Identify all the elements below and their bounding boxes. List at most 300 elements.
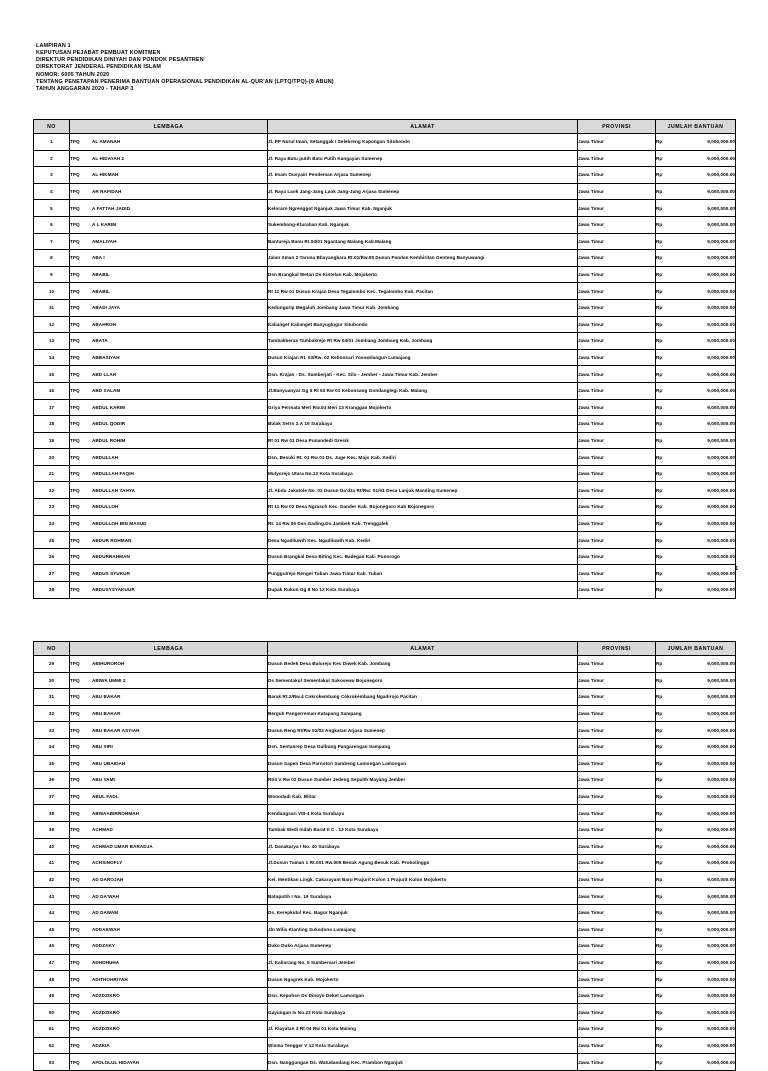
table-row (34, 1021, 736, 1038)
amount-value: 9,000,000.00 (707, 537, 735, 543)
cell-no: 27 (34, 565, 70, 582)
table-row (34, 971, 736, 988)
cell-jumlah-bantuan (656, 515, 736, 532)
institution-name: ABDUSYSYAKUUR (92, 587, 135, 593)
recipients-table-page-2 (33, 641, 735, 1071)
cell-provinsi: Jawa Timur (578, 855, 656, 872)
institution-type-prefix: TPQ (70, 321, 80, 327)
institution-type-prefix: TPQ (70, 189, 80, 195)
institution-name: ABU BAKAR (92, 711, 121, 717)
institution-name: ACHSINOFLY (92, 860, 123, 866)
institution-type-prefix: TPQ (70, 139, 80, 145)
amount-value: 9,000,000.00 (707, 155, 735, 161)
cell-no: 14 (34, 349, 70, 366)
institution-name: ABIWA UMMI 2 (92, 677, 126, 683)
amount-value: 9,000,000.00 (707, 760, 735, 766)
cell-provinsi: Jawa Timur (578, 1021, 656, 1038)
currency-symbol: Rp (656, 760, 663, 766)
cell-lembaga (70, 821, 268, 838)
cell-provinsi: Jawa Timur (578, 987, 656, 1004)
amount-value: 9,000,000.00 (707, 694, 735, 700)
cell-jumlah-bantuan (656, 299, 736, 316)
institution-type-prefix: TPQ (70, 744, 80, 750)
cell-alamat: Jl. Imam Ousyairi Pendeman Arjasa Sumenep (268, 167, 578, 184)
cell-no: 52 (34, 1037, 70, 1054)
cell-no: 9 (34, 266, 70, 283)
cell-alamat: Bantureja Banu Rt.04/01 Ngantang Malang Kab.Malang (268, 233, 578, 250)
cell-alamat: Berguh Pangerreman Katapang Sampang (268, 705, 578, 722)
currency-symbol: Rp (656, 794, 663, 800)
currency-symbol: Rp (656, 843, 663, 849)
amount-value: 9,000,000.00 (707, 404, 735, 410)
cell-lembaga (70, 499, 268, 516)
cell-lembaga (70, 382, 268, 399)
institution-type-prefix: TPQ (70, 172, 80, 178)
cell-alamat: Dusun Ngagrek Kab. Mojokerto (268, 971, 578, 988)
cell-alamat: Griya Permata Meri Rw.04 Meri 13 Kranggan Mojokerto (268, 399, 578, 416)
currency-symbol: Rp (656, 727, 663, 733)
cell-no: 53 (34, 1054, 70, 1071)
table-row (34, 482, 736, 499)
table-row (34, 722, 736, 739)
cell-alamat: Dsn. Krajan - Ds. Sumberjati - Kec. Silo - Jember - Jawa Timur Kab. Jember (268, 366, 578, 383)
institution-type-prefix: TPQ (70, 155, 80, 161)
table-row (34, 582, 736, 599)
cell-alamat: Duko Duko Arjasa Sumenep (268, 938, 578, 955)
cell-no: 37 (34, 788, 70, 805)
institution-name: ABA I (92, 255, 105, 261)
table-header-row (34, 642, 736, 656)
cell-no: 40 (34, 838, 70, 855)
amount-value: 9,000,000.00 (707, 1042, 735, 1048)
currency-symbol: Rp (656, 437, 663, 443)
cell-jumlah-bantuan (656, 266, 736, 283)
header-line-6: TENTANG PENETAPAN PENERIMA BANTUAN OPERASIONAL PENDIDIKAN AL-QUR'AN (LPTQ/TPQ)-(8 ABUN) (36, 78, 334, 85)
cell-lembaga (70, 705, 268, 722)
table-row (34, 532, 736, 549)
institution-name: ABU YAMI (92, 777, 115, 783)
cell-no: 4 (34, 183, 70, 200)
amount-value: 9,000,000.00 (707, 893, 735, 899)
amount-value: 9,000,000.00 (707, 504, 735, 510)
institution-type-prefix: TPQ (70, 355, 80, 361)
institution-name: ACHMAD (92, 827, 113, 833)
cell-alamat: Jl. Raya Laok Jang-Jang Laok Jang-Jang Arjasa Sumenep (268, 183, 578, 200)
institution-type-prefix: TPQ (70, 570, 80, 576)
table-row (34, 333, 736, 350)
cell-alamat: Kedungurip Megaluh Jombang Jawa Timur Kab. Jombang (268, 299, 578, 316)
cell-lembaga (70, 515, 268, 532)
institution-name: ADITHOHRIYAH (92, 976, 128, 982)
institution-type-prefix: TPQ (70, 926, 80, 932)
cell-alamat: Jln Wilis Klanting Sukodono Lumajang (268, 921, 578, 938)
cell-no: 5 (34, 200, 70, 217)
cell-jumlah-bantuan (656, 672, 736, 689)
table-body (34, 134, 736, 599)
table-row (34, 283, 736, 300)
cell-jumlah-bantuan (656, 722, 736, 739)
table-row (34, 134, 736, 151)
amount-value: 9,000,000.00 (707, 554, 735, 560)
cell-lembaga (70, 482, 268, 499)
cell-alamat: Dusun Bedek Desa Bulurejo Kec Diwek Kab. Jombang (268, 656, 578, 673)
institution-name: ABU BAKAR ASYIAH (92, 727, 140, 733)
cell-no: 38 (34, 805, 70, 822)
cell-no: 35 (34, 755, 70, 772)
amount-value: 9,000,000.00 (707, 355, 735, 361)
cell-provinsi: Jawa Timur (578, 216, 656, 233)
cell-lembaga (70, 366, 268, 383)
cell-provinsi: Jawa Timur (578, 382, 656, 399)
cell-no: 26 (34, 548, 70, 565)
currency-symbol: Rp (656, 189, 663, 195)
institution-type-prefix: TPQ (70, 777, 80, 783)
cell-lembaga (70, 921, 268, 938)
amount-value: 9,000,000.00 (707, 926, 735, 932)
cell-alamat: Jl.Banyuanyar Gg 5 Rt 03 Rw 01 Kebonsang Gondanglegi Kab. Malang (268, 382, 578, 399)
cell-alamat: Wonodadi Kab. Blitar (268, 788, 578, 805)
currency-symbol: Rp (656, 711, 663, 717)
cell-jumlah-bantuan (656, 772, 736, 789)
cell-provinsi: Jawa Timur (578, 432, 656, 449)
currency-symbol: Rp (656, 893, 663, 899)
institution-name: ABAHROH (92, 321, 117, 327)
cell-provinsi: Jawa Timur (578, 582, 656, 599)
institution-name: ABDULLAH YAHYA (92, 487, 136, 493)
cell-alamat: Kel. Mentikan Lingk. Cakarayam Baru Prajurit Kulon 1 Prajurit Kulon Mojokerto (268, 871, 578, 888)
cell-provinsi: Jawa Timur (578, 150, 656, 167)
column-header-alamat: ALAMAT (268, 642, 578, 656)
cell-jumlah-bantuan (656, 134, 736, 151)
cell-no: 15 (34, 366, 70, 383)
currency-symbol: Rp (656, 777, 663, 783)
currency-symbol: Rp (656, 272, 663, 278)
cell-provinsi: Jawa Timur (578, 871, 656, 888)
column-header-jumlah: JUMLAH BANTUAN (656, 642, 736, 656)
cell-lembaga (70, 672, 268, 689)
column-header-no: NO (34, 642, 70, 656)
column-header-jumlah: JUMLAH BANTUAN (656, 120, 736, 134)
cell-alamat: Mulyorejo Utara No.13 Kota Surabaya (268, 465, 578, 482)
cell-no: 49 (34, 987, 70, 1004)
table-row (34, 349, 736, 366)
cell-alamat: Batuputih I No. 19 Surabaya (268, 888, 578, 905)
cell-jumlah-bantuan (656, 548, 736, 565)
cell-alamat: Dsn. Nanggungan Ds. Watudandang Kec. Prambon Nganjuk (268, 1054, 578, 1071)
cell-jumlah-bantuan (656, 838, 736, 855)
amount-value: 9,000,000.00 (707, 139, 735, 145)
institution-type-prefix: TPQ (70, 810, 80, 816)
institution-name: ADDZAKY (92, 943, 116, 949)
cell-jumlah-bantuan (656, 482, 736, 499)
cell-provinsi: Jawa Timur (578, 449, 656, 466)
cell-alamat: Jl. Danakarya I No. 40 Surabaya (268, 838, 578, 855)
cell-no: 50 (34, 1004, 70, 1021)
cell-alamat: Tambak Wedi Indah Barat II C . 13 Kota Surabaya (268, 821, 578, 838)
cell-no: 46 (34, 938, 70, 955)
institution-type-prefix: TPQ (70, 454, 80, 460)
cell-provinsi: Jawa Timur (578, 921, 656, 938)
cell-provinsi: Jawa Timur (578, 316, 656, 333)
document-header (36, 43, 334, 93)
institution-name: ADZKIA (92, 1042, 110, 1048)
institution-name: AL HIKMAH (92, 172, 119, 178)
institution-type-prefix: TPQ (70, 388, 80, 394)
cell-lembaga (70, 987, 268, 1004)
cell-no: 30 (34, 672, 70, 689)
cell-no: 36 (34, 772, 70, 789)
cell-no: 13 (34, 333, 70, 350)
cell-no: 47 (34, 954, 70, 971)
cell-no: 24 (34, 515, 70, 532)
cell-jumlah-bantuan (656, 316, 736, 333)
cell-jumlah-bantuan (656, 904, 736, 921)
institution-type-prefix: TPQ (70, 587, 80, 593)
table-row (34, 871, 736, 888)
cell-no: 29 (34, 656, 70, 673)
table-row (34, 705, 736, 722)
currency-symbol: Rp (656, 404, 663, 410)
cell-provinsi: Jawa Timur (578, 805, 656, 822)
currency-symbol: Rp (656, 993, 663, 999)
cell-jumlah-bantuan (656, 888, 736, 905)
cell-provinsi: Jawa Timur (578, 565, 656, 582)
cell-jumlah-bantuan (656, 465, 736, 482)
table-row (34, 855, 736, 872)
cell-alamat: Rt/4 V Rw 02 Dusun Sumber Jedeng Sepulth Mayang Jember (268, 772, 578, 789)
cell-provinsi: Jawa Timur (578, 705, 656, 722)
institution-type-prefix: TPQ (70, 305, 80, 311)
currency-symbol: Rp (656, 172, 663, 178)
institution-type-prefix: TPQ (70, 910, 80, 916)
institution-type-prefix: TPQ (70, 1059, 80, 1065)
cell-provinsi: Jawa Timur (578, 755, 656, 772)
institution-name: ABU BAKAR (92, 694, 121, 700)
currency-symbol: Rp (656, 943, 663, 949)
institution-name: ABDUL ROHIM (92, 437, 126, 443)
table-row (34, 987, 736, 1004)
currency-symbol: Rp (656, 554, 663, 560)
cell-no: 51 (34, 1021, 70, 1038)
cell-no: 34 (34, 738, 70, 755)
amount-value: 9,000,000.00 (707, 993, 735, 999)
column-header-provinsi: PROVINSI (578, 642, 656, 656)
amount-value: 9,000,000.00 (707, 827, 735, 833)
institution-type-prefix: TPQ (70, 255, 80, 261)
cell-provinsi: Jawa Timur (578, 838, 656, 855)
column-header-alamat: ALAMAT (268, 120, 578, 134)
institution-name: ABU SIRI (92, 744, 113, 750)
amount-value: 9,000,000.00 (707, 711, 735, 717)
institution-type-prefix: TPQ (70, 222, 80, 228)
institution-type-prefix: TPQ (70, 288, 80, 294)
cell-lembaga (70, 838, 268, 855)
cell-provinsi: Jawa Timur (578, 200, 656, 217)
table-header (34, 642, 736, 656)
cell-alamat: Jl.Dusun Taman 1 Rt.001 Rw.005 Besuk Agung Besuk Kab. Probolinggo (268, 855, 578, 872)
institution-name: ABWAABIRROHMAH (92, 810, 140, 816)
table-row (34, 755, 736, 772)
cell-lembaga (70, 888, 268, 905)
cell-jumlah-bantuan (656, 689, 736, 706)
cell-jumlah-bantuan (656, 1021, 736, 1038)
cell-jumlah-bantuan (656, 954, 736, 971)
table-row (34, 672, 736, 689)
institution-name: AMALIYAH (92, 238, 117, 244)
cell-provinsi: Jawa Timur (578, 672, 656, 689)
institution-name: ADZDZIKRO (92, 1009, 120, 1015)
institution-type-prefix: TPQ (70, 487, 80, 493)
institution-name: ABDUR ROHMAN (92, 537, 132, 543)
cell-no: 2 (34, 150, 70, 167)
cell-jumlah-bantuan (656, 938, 736, 955)
table-row (34, 200, 736, 217)
cell-no: 7 (34, 233, 70, 250)
table-row (34, 904, 736, 921)
currency-symbol: Rp (656, 744, 663, 750)
institution-name: ABDULLAH (92, 454, 119, 460)
table-header-row (34, 120, 736, 134)
amount-value: 9,000,000.00 (707, 661, 735, 667)
amount-value: 9,000,000.00 (707, 454, 735, 460)
institution-type-prefix: TPQ (70, 843, 80, 849)
currency-symbol: Rp (656, 355, 663, 361)
amount-value: 9,000,000.00 (707, 843, 735, 849)
cell-alamat: Desa Ngadiluwih Kec. Ngadiluwih Kab. Kediri (268, 532, 578, 549)
cell-lembaga (70, 216, 268, 233)
cell-no: 22 (34, 482, 70, 499)
cell-no: 33 (34, 722, 70, 739)
currency-symbol: Rp (656, 860, 663, 866)
institution-type-prefix: TPQ (70, 827, 80, 833)
amount-value: 9,000,000.00 (707, 727, 735, 733)
cell-provinsi: Jawa Timur (578, 788, 656, 805)
cell-jumlah-bantuan (656, 788, 736, 805)
currency-symbol: Rp (656, 877, 663, 883)
cell-no: 23 (34, 499, 70, 516)
table-row (34, 465, 736, 482)
cell-no: 16 (34, 382, 70, 399)
cell-lembaga (70, 772, 268, 789)
currency-symbol: Rp (656, 810, 663, 816)
institution-name: ABUL FADL (92, 794, 119, 800)
amount-value: 9,000,000.00 (707, 305, 735, 311)
table-row (34, 805, 736, 822)
cell-provinsi: Jawa Timur (578, 266, 656, 283)
institution-name: ACHMAD UMAR BARADJA (92, 843, 153, 849)
cell-no: 45 (34, 921, 70, 938)
institution-name: ABD SALAM (92, 388, 121, 394)
cell-lembaga (70, 722, 268, 739)
cell-alamat: Gayungan Iv No.23 Kota Surabaya (268, 1004, 578, 1021)
amount-value: 9,000,000.00 (707, 1026, 735, 1032)
currency-symbol: Rp (656, 1026, 663, 1032)
amount-value: 9,000,000.00 (707, 238, 735, 244)
cell-alamat: Dsn Brangkal Wetan Ds Kintelan Kab. Mojokerto (268, 266, 578, 283)
amount-value: 9,000,000.00 (707, 744, 735, 750)
cell-jumlah-bantuan (656, 1054, 736, 1071)
recipients-table-page-1 (33, 119, 735, 599)
institution-type-prefix: TPQ (70, 404, 80, 410)
currency-symbol: Rp (656, 1059, 663, 1065)
table-row (34, 954, 736, 971)
table-row (34, 738, 736, 755)
table-row (34, 250, 736, 267)
cell-alamat: Rt. 14 Rw 05 Dsn.Gading.Ds.Jambek Kab. Trenggalek (268, 515, 578, 532)
cell-lembaga (70, 656, 268, 673)
table-row (34, 656, 736, 673)
cell-jumlah-bantuan (656, 921, 736, 938)
cell-provinsi: Jawa Timur (578, 333, 656, 350)
cell-lembaga (70, 689, 268, 706)
page-number: 1 (735, 566, 738, 572)
cell-jumlah-bantuan (656, 565, 736, 582)
cell-provinsi: Jawa Timur (578, 167, 656, 184)
amount-value: 9,000,000.00 (707, 437, 735, 443)
cell-lembaga (70, 855, 268, 872)
cell-jumlah-bantuan (656, 705, 736, 722)
table-row (34, 399, 736, 416)
amount-value: 9,000,000.00 (707, 189, 735, 195)
table-row (34, 1054, 736, 1071)
cell-no: 48 (34, 971, 70, 988)
cell-provinsi: Jawa Timur (578, 349, 656, 366)
currency-symbol: Rp (656, 827, 663, 833)
institution-type-prefix: TPQ (70, 537, 80, 543)
cell-jumlah-bantuan (656, 755, 736, 772)
amount-value: 9,000,000.00 (707, 877, 735, 883)
table-row (34, 565, 736, 582)
institution-name: ABATA (92, 338, 108, 344)
institution-type-prefix: TPQ (70, 421, 80, 427)
institution-type-prefix: TPQ (70, 877, 80, 883)
currency-symbol: Rp (656, 959, 663, 965)
cell-alamat: Dusun Krajan Rt. 03/Rw. 02 Kebonsari Yosowilangun Lumajang (268, 349, 578, 366)
cell-jumlah-bantuan (656, 416, 736, 433)
cell-no: 11 (34, 299, 70, 316)
currency-symbol: Rp (656, 537, 663, 543)
cell-alamat: Jl. Kaliurang No. 5 Sumbersari Jember (268, 954, 578, 971)
institution-name: ABABIL (92, 272, 110, 278)
cell-lembaga (70, 449, 268, 466)
cell-lembaga (70, 788, 268, 805)
institution-name: AD DAROJAH (92, 877, 124, 883)
amount-value: 9,000,000.00 (707, 487, 735, 493)
table-row (34, 1004, 736, 1021)
table-row (34, 216, 736, 233)
cell-lembaga (70, 399, 268, 416)
header-line-1: LAMPIRAN 1 (36, 43, 71, 49)
currency-symbol: Rp (656, 910, 663, 916)
institution-type-prefix: TPQ (70, 711, 80, 717)
currency-symbol: Rp (656, 454, 663, 460)
cell-alamat: Jl. Abdu Jakatole No. 02 Dusun Da'dza Rt/Rw: 01/01 Desa Lanjuk Manding Sumenep (268, 482, 578, 499)
currency-symbol: Rp (656, 520, 663, 526)
cell-lembaga (70, 250, 268, 267)
currency-symbol: Rp (656, 238, 663, 244)
table-row (34, 1037, 736, 1054)
cell-jumlah-bantuan (656, 183, 736, 200)
institution-type-prefix: TPQ (70, 371, 80, 377)
cell-no: 39 (34, 821, 70, 838)
amount-value: 9,000,000.00 (707, 860, 735, 866)
amount-value: 9,000,000.00 (707, 272, 735, 278)
amount-value: 9,000,000.00 (707, 520, 735, 526)
cell-jumlah-bantuan (656, 855, 736, 872)
cell-provinsi: Jawa Timur (578, 283, 656, 300)
institution-name: ADZDZIKRO (92, 993, 120, 999)
table-row (34, 233, 736, 250)
